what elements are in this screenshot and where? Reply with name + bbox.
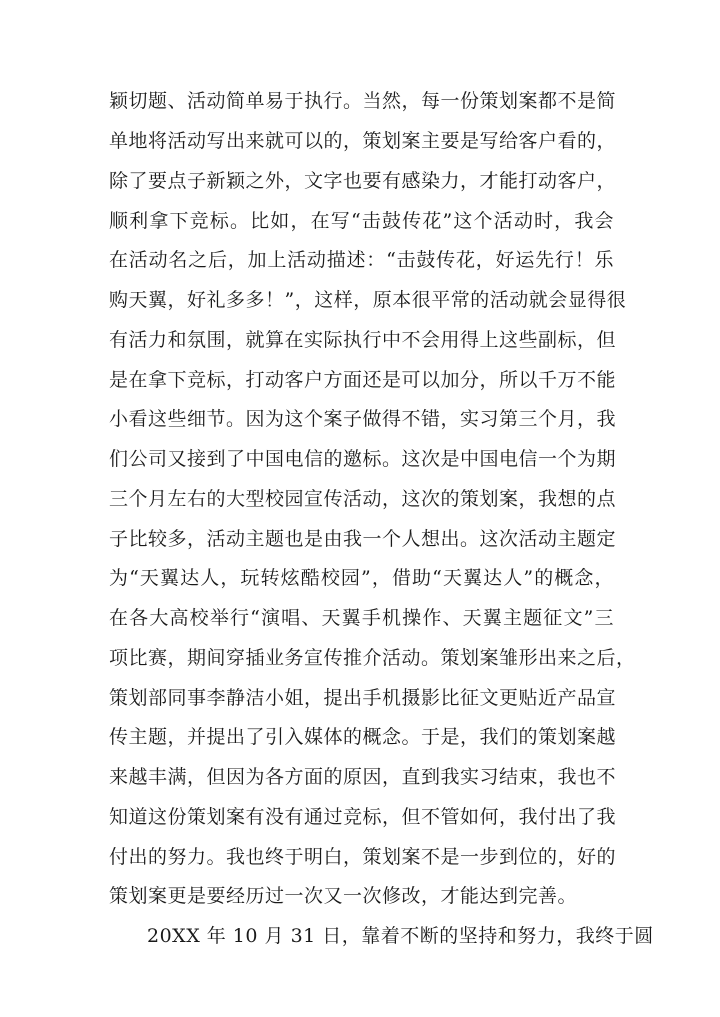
text-line: 策划部同事李静洁小姐，提出手机摄影比征文更贴近产品宣 [109, 687, 617, 709]
text-line: 20XX 年 10 月 31 日，靠着不断的坚持和努力，我终于圆 [147, 925, 654, 947]
text-line: 项比赛，期间穿插业务宣传推介活动。策划案雏形出来之后， [109, 647, 636, 669]
text-line: 子比较多，活动主题也是由我一个人想出。这次活动主题定 [109, 528, 617, 550]
text-line: 是在拿下竞标，打动客户方面还是可以加分，所以千万不能 [109, 369, 617, 391]
text-line: 传主题，并提出了引入媒体的概念。于是，我们的策划案越 [109, 726, 617, 748]
text-line: 来越丰满，但因为各方面的原因，直到我实习结束，我也不 [109, 766, 617, 788]
text-line: 小看这些细节。因为这个案子做得不错，实习第三个月，我 [109, 408, 617, 430]
text-line: 为“天翼达人，玩转炫酷校园”，借助“天翼达人”的概念， [109, 567, 614, 589]
text-line: 颖切题、活动简单易于执行。当然，每一份策划案都不是简 [109, 90, 617, 112]
text-line: 顺利拿下竞标。比如，在写“击鼓传花”这个活动时，我会 [109, 210, 614, 232]
text-line: 在各大高校举行“演唱、天翼手机操作、天翼主题征文”三 [109, 607, 614, 629]
text-line: 知道这份策划案有没有通过竞标，但不管如何，我付出了我 [109, 806, 617, 828]
text-line: 购天翼，好礼多多！”，这样，原本很平常的活动就会显得很 [109, 289, 627, 311]
text-line: 们公司又接到了中国电信的邀标。这次是中国电信一个为期 [109, 448, 617, 470]
text-line: 付出的努力。我也终于明白，策划案不是一步到位的，好的 [109, 846, 617, 868]
text-line: 除了要点子新颖之外，文字也要有感染力，才能打动客户， [109, 170, 617, 192]
text-line: 有活力和氛围，就算在实际执行中不会用得上这些副标，但 [109, 329, 617, 351]
text-line: 单地将活动写出来就可以的，策划案主要是写给客户看的， [109, 130, 617, 152]
text-line: 策划案更是要经历过一次又一次修改，才能达到完善。 [109, 885, 578, 907]
text-line: 在活动名之后，加上活动描述：“击鼓传花，好运先行！乐 [109, 249, 614, 271]
text-line: 三个月左右的大型校园宣传活动，这次的策划案，我想的点 [109, 488, 617, 510]
